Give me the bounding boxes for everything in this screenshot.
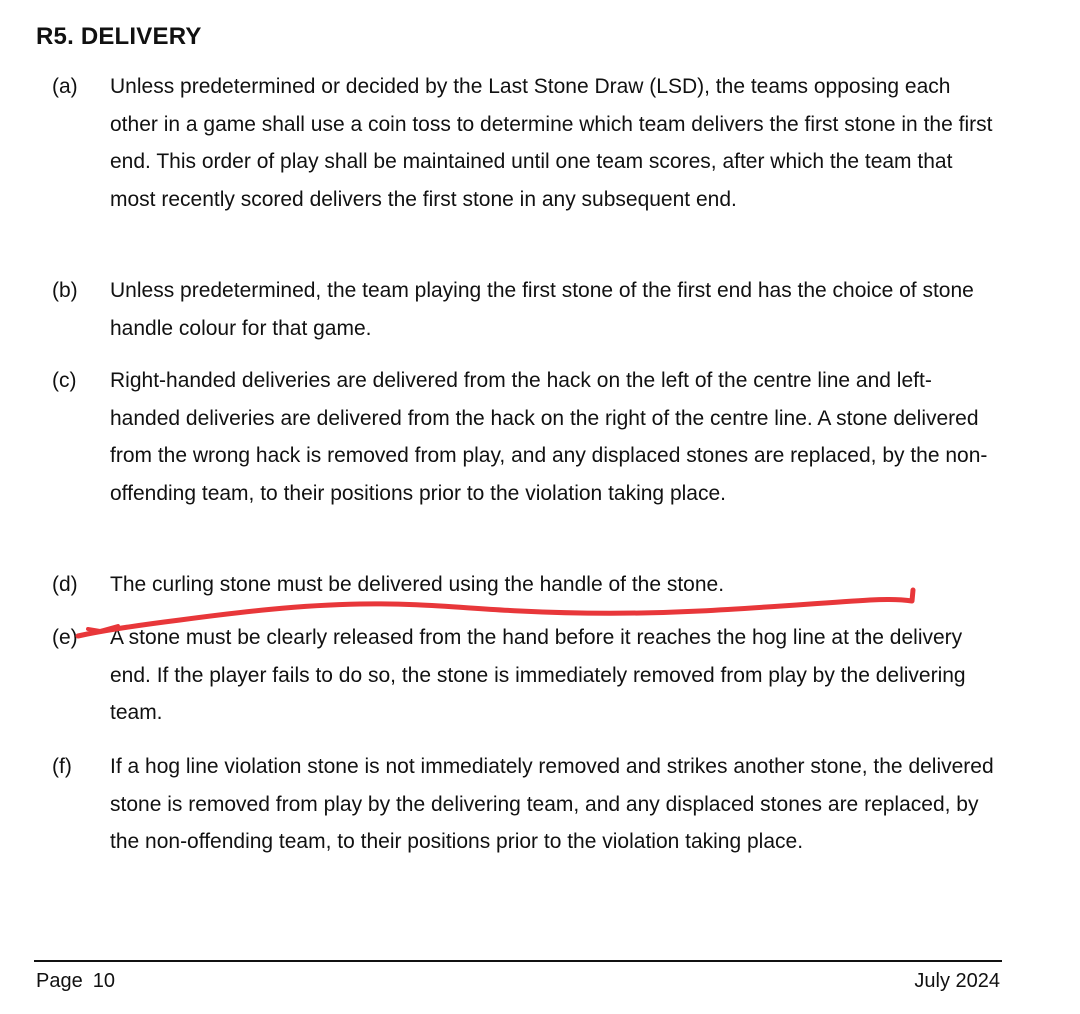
rule-label: (f)	[52, 755, 72, 778]
rule-text: A stone must be clearly released from the hand before it reaches the hog line at the delivery end. If the player fails to do so, the stone is immediately removed from play by the delivering team.	[110, 626, 966, 724]
rule-text: If a hog line violation stone is not immediately removed and strikes another stone, the delivered stone is removed from play by the delivering team, and any displaced stones are replaced, by the non-offending team, to their positions prior to the violation taking place.	[110, 755, 994, 853]
page-label: Page	[36, 970, 83, 992]
rule-text: Unless predetermined or decided by the Last Stone Draw (LSD), the teams opposing each other in a game shall use a coin toss to determine which team delivers the first stone in the first end. This order of play shall be maintained until one team scores, after which the team that most recently scored delivers the first stone in any subsequent end.	[110, 75, 993, 211]
rule-text: The curling stone must be delivered using the handle of the stone.	[110, 573, 725, 596]
rule-label: (e)	[52, 626, 78, 649]
footer-page-number	[36, 966, 115, 996]
rule-text: Unless predetermined, the team playing the first stone of the first end has the choice of stone handle colour for that game.	[110, 279, 974, 340]
footer-divider	[34, 960, 1002, 962]
rule-label: (a)	[52, 75, 78, 98]
rule-label: (d)	[52, 573, 78, 596]
rule-label: (b)	[52, 279, 78, 302]
section-heading: R5. DELIVERY	[36, 23, 202, 50]
rule-label: (c)	[52, 369, 77, 392]
rule-text: Right-handed deliveries are delivered from the hack on the left of the centre line and left-handed deliveries are delivered from the hack on the right of the centre line. A stone delivered from the wrong hack is removed from play, and any displaced stones are replaced, by the non-offending team, to their positions prior to the violation taking place.	[110, 369, 988, 505]
footer-date: July 2024	[914, 970, 1000, 992]
page-number: 10	[92, 970, 115, 992]
